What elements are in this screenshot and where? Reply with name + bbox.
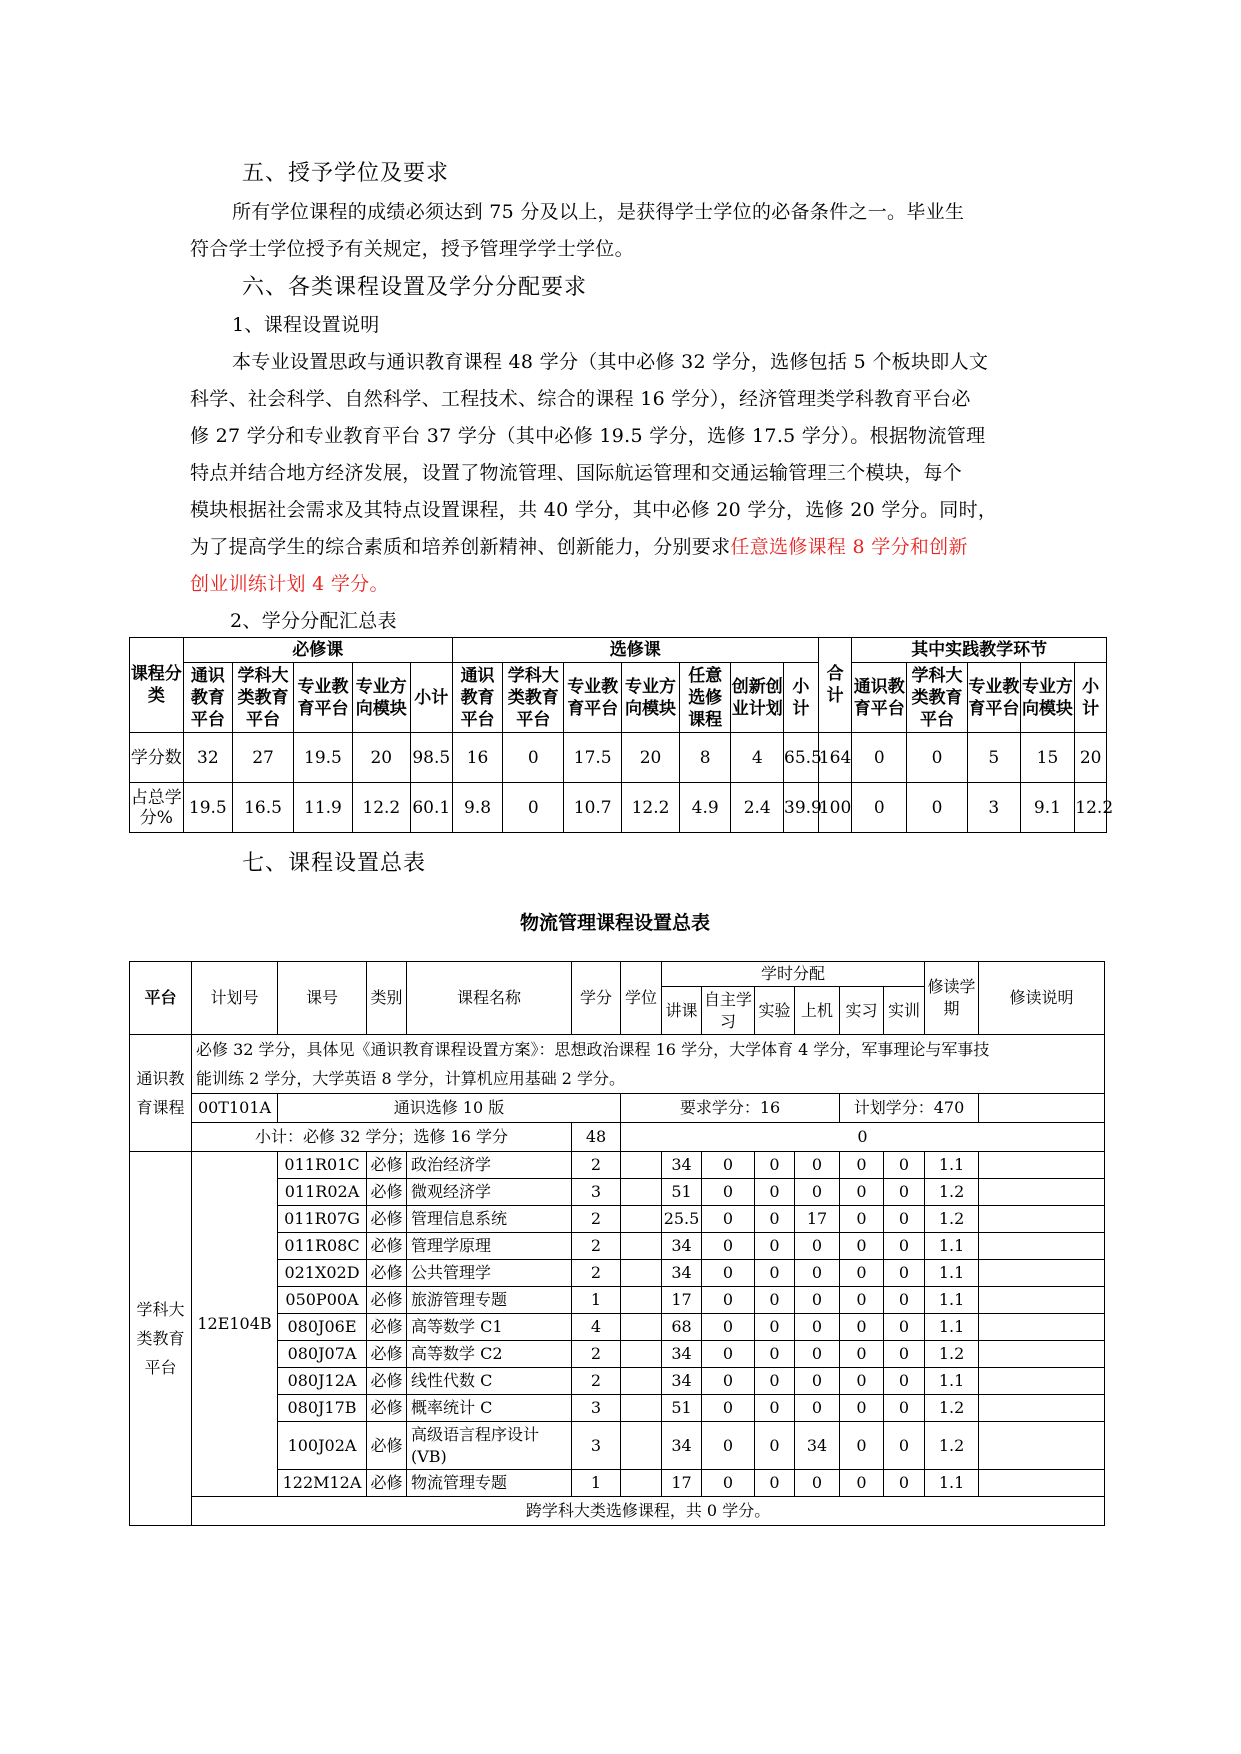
course-hours-cell: 0 [884,1422,925,1470]
course-notes-cell [979,1368,1105,1395]
course-hours-cell: 51 [662,1179,702,1206]
course-hours-cell: 0 [755,1395,795,1422]
section6-line5: 模块根据社会需求及其特点设置课程，共 40 学分，其中必修 20 学分，选修 20 学分。同时， [190,499,998,521]
course-notes-cell [979,1152,1105,1179]
credit-row [130,733,1107,783]
course-hours-cell: 0 [702,1287,755,1314]
course-credits-cell: 2 [572,1206,621,1233]
course-degree-cell [621,1395,662,1422]
course-hours-cell: 34 [662,1260,702,1287]
course-hours-cell: 0 [702,1206,755,1233]
course-semester-cell: 1.2 [925,1341,979,1368]
credit-value-cell: 0 [852,783,907,833]
course-credits-cell: 3 [572,1422,621,1470]
required-col-header: 专业方向模块 [352,663,410,733]
general-subtotal-credits: 48 [572,1123,621,1152]
section5-heading: 五、授予学位及要求 [242,161,450,186]
course-notes-cell [979,1287,1105,1314]
course-notes-cell [979,1422,1105,1470]
elective-col-header: 专业教育平台 [564,663,622,733]
group-required-header: 必修课 [183,638,452,663]
course-name-cell: 政治经济学 [407,1152,572,1179]
section5-text-line2: 符合学士学位授予有关规定，授予管理学学士学位。 [190,238,634,260]
course-degree-cell [621,1341,662,1368]
section6-sub2: 2、学分分配汇总表 [230,610,397,632]
course-hours-cell: 0 [884,1341,925,1368]
header-type: 类别 [367,962,407,1035]
header-course-name: 课程名称 [407,962,572,1035]
course-degree-cell [621,1287,662,1314]
course-name-cell: 高级语言程序设计(VB) [407,1422,572,1470]
credit-value-cell: 0 [503,733,564,783]
course-semester-cell: 1.2 [925,1395,979,1422]
course-semester-cell: 1.1 [925,1152,979,1179]
course-hours-cell: 17 [662,1470,702,1497]
course-no-cell: 080J17B [278,1395,367,1422]
course-hours-cell: 0 [884,1395,925,1422]
practice-col-header: 通识教育平台 [852,663,907,733]
course-hours-cell: 0 [795,1341,840,1368]
course-hours-cell: 0 [840,1314,884,1341]
course-notes-cell [979,1341,1105,1368]
course-hours-cell: 0 [702,1179,755,1206]
course-hours-cell: 0 [795,1152,840,1179]
course-hours-cell: 0 [755,1314,795,1341]
section6-line6-black: 为了提高学生的综合素质和培养创新精神、创新能力，分别要求 [190,536,731,558]
elective-col-header: 通识教育平台 [452,663,502,733]
course-name-cell: 高等数学 C1 [407,1314,572,1341]
header-notes: 修读说明 [979,962,1105,1035]
course-no-cell: 021X02D [278,1260,367,1287]
course-credits-cell: 2 [572,1341,621,1368]
course-degree-cell [621,1422,662,1470]
general-code: 00T101A [192,1094,278,1123]
course-semester-cell: 1.1 [925,1368,979,1395]
course-notes-cell [979,1206,1105,1233]
header-platform: 平台 [130,962,192,1035]
header-course-no: 课号 [278,962,367,1035]
course-hours-cell: 0 [795,1179,840,1206]
credit-summary-table [129,637,1114,833]
course-credits-cell: 2 [572,1233,621,1260]
course-credits-cell: 1 [572,1287,621,1314]
course-notes-cell [979,1233,1105,1260]
section6-line1: 本专业设置思政与通识教育课程 48 学分（其中必修 32 学分，选修包括 5 个板块即人文 [232,351,989,373]
section6-sub1: 1、课程设置说明 [232,314,380,336]
section6-heading: 六、各类课程设置及学分分配要求 [242,275,588,300]
elective-col-header: 创新创业计划 [731,663,784,733]
course-hours-cell: 0 [702,1152,755,1179]
course-semester-cell: 1.1 [925,1233,979,1260]
course-degree-cell [621,1233,662,1260]
course-degree-cell [621,1470,662,1497]
general-platform-label: 通识教育课程 [130,1035,192,1152]
credit-value-cell: 98.5 [410,733,452,783]
credit-value-cell: 9.8 [452,783,502,833]
header-hours-col: 实习 [840,987,884,1035]
section6-line3: 修 27 学分和专业教育平台 37 学分（其中必修 19.5 学分，选修 17.5 学分）。根据物流管理 [190,425,986,447]
course-hours-cell: 0 [840,1422,884,1470]
course-hours-cell: 0 [755,1368,795,1395]
section7-heading: 七、课程设置总表 [242,851,427,876]
header-credits: 学分 [572,962,621,1035]
credit-value-cell: 12.2 [352,783,410,833]
section6-line6-red: 任意选修课程 8 学分和创新 [730,536,968,558]
course-type-cell: 必修 [367,1341,407,1368]
discipline-platform-label: 学科大类教育平台 [130,1152,192,1526]
course-table [129,961,1105,1526]
elective-col-header: 任意选修课程 [679,663,731,733]
course-degree-cell [621,1179,662,1206]
section6-line6 [190,529,968,566]
course-hours-cell: 0 [884,1179,925,1206]
course-name-cell: 管理学原理 [407,1233,572,1260]
course-hours-cell: 0 [702,1368,755,1395]
course-hours-cell: 0 [755,1260,795,1287]
required-col-header: 小计 [410,663,452,733]
discipline-footer-row [130,1497,1105,1526]
credit-row-label: 学分数 [130,733,184,783]
course-hours-cell: 0 [755,1422,795,1470]
course-hours-cell: 0 [755,1233,795,1260]
course-credits-cell: 4 [572,1314,621,1341]
course-table-title: 物流管理课程设置总表 [520,912,711,934]
course-type-cell: 必修 [367,1179,407,1206]
section6-line4: 特点并结合地方经济发展，设置了物流管理、国际航运管理和交通运输管理三个模块，每个 [190,462,963,484]
credit-value-cell: 8 [679,733,731,783]
course-semester-cell: 1.1 [925,1470,979,1497]
course-hours-cell: 0 [795,1368,840,1395]
course-hours-cell: 25.5 [662,1206,702,1233]
header-hours-col: 实训 [884,987,925,1035]
course-hours-cell: 0 [795,1395,840,1422]
course-hours-cell: 0 [840,1179,884,1206]
credit-value-cell: 20 [1075,733,1107,783]
header-degree: 学位 [621,962,662,1035]
course-credits-cell: 2 [572,1368,621,1395]
course-name-cell: 高等数学 C2 [407,1341,572,1368]
elective-col-header: 专业方向模块 [622,663,680,733]
general-description-line1: 必修 32 学分，具体见《通识教育课程设置方案》：思想政治课程 16 学分，大学体育 4 学分，军事理论与军事技 [196,1040,990,1059]
course-name-cell: 线性代数 C [407,1368,572,1395]
credit-value-cell: 12.2 [1075,783,1107,833]
credit-value-cell: 100 [818,783,852,833]
credit-value-cell: 164 [818,733,852,783]
credit-value-cell: 0 [907,733,968,783]
general-required-credits: 要求学分：16 [621,1094,840,1123]
course-credits-cell: 2 [572,1260,621,1287]
course-hours-cell: 0 [755,1179,795,1206]
course-hours-cell: 0 [884,1233,925,1260]
credit-value-cell: 12.2 [622,783,680,833]
credit-row-label: 占总学分% [130,783,184,833]
course-hours-cell: 0 [840,1395,884,1422]
group-elective-header: 选修课 [452,638,818,663]
course-hours-cell: 51 [662,1395,702,1422]
header-hours-col: 上机 [795,987,840,1035]
course-hours-cell: 0 [795,1470,840,1497]
credit-value-cell: 4.9 [679,783,731,833]
course-notes-cell [979,1179,1105,1206]
course-type-cell: 必修 [367,1368,407,1395]
credit-value-cell: 0 [503,783,564,833]
course-no-cell: 011R08C [278,1233,367,1260]
course-hours-cell: 0 [840,1233,884,1260]
course-type-cell: 必修 [367,1395,407,1422]
course-hours-cell: 0 [840,1470,884,1497]
credit-value-cell: 20 [622,733,680,783]
credit-value-cell: 17.5 [564,733,622,783]
discipline-footer: 跨学科大类选修课程，共 0 学分。 [192,1497,1105,1526]
course-name-cell: 概率统计 C [407,1395,572,1422]
course-hours-cell: 0 [840,1152,884,1179]
practice-col-header: 小计 [1075,663,1107,733]
course-notes-cell [979,1314,1105,1341]
credit-value-cell: 9.1 [1020,783,1075,833]
course-type-cell: 必修 [367,1260,407,1287]
course-hours-cell: 0 [755,1152,795,1179]
general-subtotal-degree: 0 [621,1123,1105,1152]
credit-value-cell: 65.5 [784,733,819,783]
course-semester-cell: 1.1 [925,1260,979,1287]
course-no-cell: 080J06E [278,1314,367,1341]
course-hours-cell: 0 [840,1206,884,1233]
general-empty-cell [979,1094,1105,1123]
discipline-plan-no: 12E104B [192,1152,278,1497]
course-hours-cell: 0 [755,1287,795,1314]
credit-row [130,783,1107,833]
course-hours-cell: 0 [884,1260,925,1287]
course-credits-cell: 2 [572,1152,621,1179]
course-no-cell: 011R07G [278,1206,367,1233]
credit-value-cell: 0 [852,733,907,783]
credit-value-cell: 19.5 [183,783,232,833]
course-credits-cell: 1 [572,1470,621,1497]
course-hours-cell: 0 [755,1206,795,1233]
course-name-cell: 微观经济学 [407,1179,572,1206]
course-degree-cell [621,1206,662,1233]
elective-col-header: 学科大类教育平台 [503,663,564,733]
col-total-header: 合计 [818,638,852,733]
credit-value-cell: 4 [731,733,784,783]
course-hours-cell: 0 [702,1260,755,1287]
course-hours-cell: 0 [840,1287,884,1314]
course-degree-cell [621,1152,662,1179]
course-hours-cell: 0 [702,1233,755,1260]
header-plan-no: 计划号 [192,962,278,1035]
course-hours-cell: 0 [884,1470,925,1497]
credit-value-cell: 27 [233,733,294,783]
col-category-header: 课程分类 [130,638,184,733]
practice-col-header: 专业教育平台 [968,663,1021,733]
section5-text-line1: 所有学位课程的成绩必须达到 75 分及以上，是获得学士学位的必备条件之一。毕业生 [232,201,965,223]
course-hours-cell: 0 [795,1287,840,1314]
course-semester-cell: 1.2 [925,1422,979,1470]
course-hours-cell: 34 [795,1422,840,1470]
course-hours-cell: 0 [702,1395,755,1422]
credit-value-cell: 16.5 [233,783,294,833]
course-hours-cell: 0 [884,1287,925,1314]
course-hours-cell: 0 [702,1341,755,1368]
course-hours-cell: 0 [755,1341,795,1368]
course-semester-cell: 1.1 [925,1287,979,1314]
course-no-cell: 011R02A [278,1179,367,1206]
course-hours-cell: 0 [884,1206,925,1233]
course-semester-cell: 1.1 [925,1314,979,1341]
credit-value-cell: 11.9 [294,783,353,833]
course-name-cell: 管理信息系统 [407,1206,572,1233]
header-hours-col: 实验 [755,987,795,1035]
course-hours-cell: 17 [662,1287,702,1314]
course-hours-cell: 0 [702,1422,755,1470]
credit-value-cell: 16 [452,733,502,783]
course-hours-cell: 68 [662,1314,702,1341]
group-practice-header: 其中实践教学环节 [852,638,1107,663]
credit-value-cell: 19.5 [294,733,353,783]
course-name-cell: 旅游管理专题 [407,1287,572,1314]
course-type-cell: 必修 [367,1152,407,1179]
course-no-cell: 080J12A [278,1368,367,1395]
elective-col-header: 小计 [784,663,819,733]
required-col-header: 学科大类教育平台 [233,663,294,733]
course-hours-cell: 0 [795,1314,840,1341]
section6-line2: 科学、社会科学、自然科学、工程技术、综合的课程 16 学分），经济管理类学科教育平台必 [190,388,971,410]
general-description [192,1035,1105,1094]
course-hours-cell: 0 [795,1260,840,1287]
course-hours-cell: 0 [840,1341,884,1368]
section6-line7: 创业训练计划 4 学分。 [190,573,389,595]
course-notes-cell [979,1260,1105,1287]
credit-value-cell: 60.1 [410,783,452,833]
course-type-cell: 必修 [367,1206,407,1233]
course-credits-cell: 3 [572,1179,621,1206]
header-hours-group: 学时分配 [662,962,925,987]
general-version: 通识选修 10 版 [278,1094,621,1123]
header-hours-col: 讲课 [662,987,702,1035]
header-semester: 修读学期 [925,962,979,1035]
course-hours-cell: 34 [662,1233,702,1260]
credit-value-cell: 10.7 [564,783,622,833]
course-semester-cell: 1.2 [925,1206,979,1233]
course-hours-cell: 0 [840,1260,884,1287]
course-hours-cell: 34 [662,1368,702,1395]
general-plan-credits: 计划学分：470 [840,1094,979,1123]
general-subtotal-label: 小计：必修 32 学分；选修 16 学分 [192,1123,572,1152]
course-hours-cell: 0 [702,1314,755,1341]
course-credits-cell: 3 [572,1395,621,1422]
credit-value-cell: 3 [968,783,1021,833]
course-degree-cell [621,1368,662,1395]
header-hours-col: 自主学习 [702,987,755,1035]
course-type-cell: 必修 [367,1287,407,1314]
course-hours-cell: 0 [702,1470,755,1497]
course-no-cell: 011R01C [278,1152,367,1179]
credit-value-cell: 0 [907,783,968,833]
course-degree-cell [621,1314,662,1341]
general-description-line2: 能训练 2 学分，大学英语 8 学分，计算机应用基础 2 学分。 [196,1069,626,1088]
course-notes-cell [979,1470,1105,1497]
course-type-cell: 必修 [367,1314,407,1341]
course-hours-cell: 17 [795,1206,840,1233]
course-hours-cell: 0 [884,1368,925,1395]
course-hours-cell: 34 [662,1152,702,1179]
credit-value-cell: 32 [183,733,232,783]
course-hours-cell: 34 [662,1341,702,1368]
course-hours-cell: 0 [840,1368,884,1395]
course-type-cell: 必修 [367,1470,407,1497]
course-hours-cell: 0 [884,1152,925,1179]
course-name-cell: 物流管理专题 [407,1470,572,1497]
required-col-header: 通识教育平台 [183,663,232,733]
course-row [130,1152,1105,1179]
course-degree-cell [621,1260,662,1287]
course-no-cell: 122M12A [278,1470,367,1497]
course-no-cell: 100J02A [278,1422,367,1470]
course-hours-cell: 0 [755,1470,795,1497]
course-type-cell: 必修 [367,1422,407,1470]
practice-col-header: 专业方向模块 [1020,663,1075,733]
course-hours-cell: 0 [795,1233,840,1260]
credit-value-cell: 39.9 [784,783,819,833]
course-name-cell: 公共管理学 [407,1260,572,1287]
course-hours-cell: 34 [662,1422,702,1470]
course-notes-cell [979,1395,1105,1422]
course-semester-cell: 1.2 [925,1179,979,1206]
practice-col-header: 学科大类教育平台 [907,663,968,733]
required-col-header: 专业教育平台 [294,663,353,733]
course-no-cell: 080J07A [278,1341,367,1368]
course-type-cell: 必修 [367,1233,407,1260]
course-no-cell: 050P00A [278,1287,367,1314]
credit-value-cell: 20 [352,733,410,783]
credit-value-cell: 15 [1020,733,1075,783]
course-hours-cell: 0 [884,1314,925,1341]
credit-value-cell: 5 [968,733,1021,783]
credit-value-cell: 2.4 [731,783,784,833]
